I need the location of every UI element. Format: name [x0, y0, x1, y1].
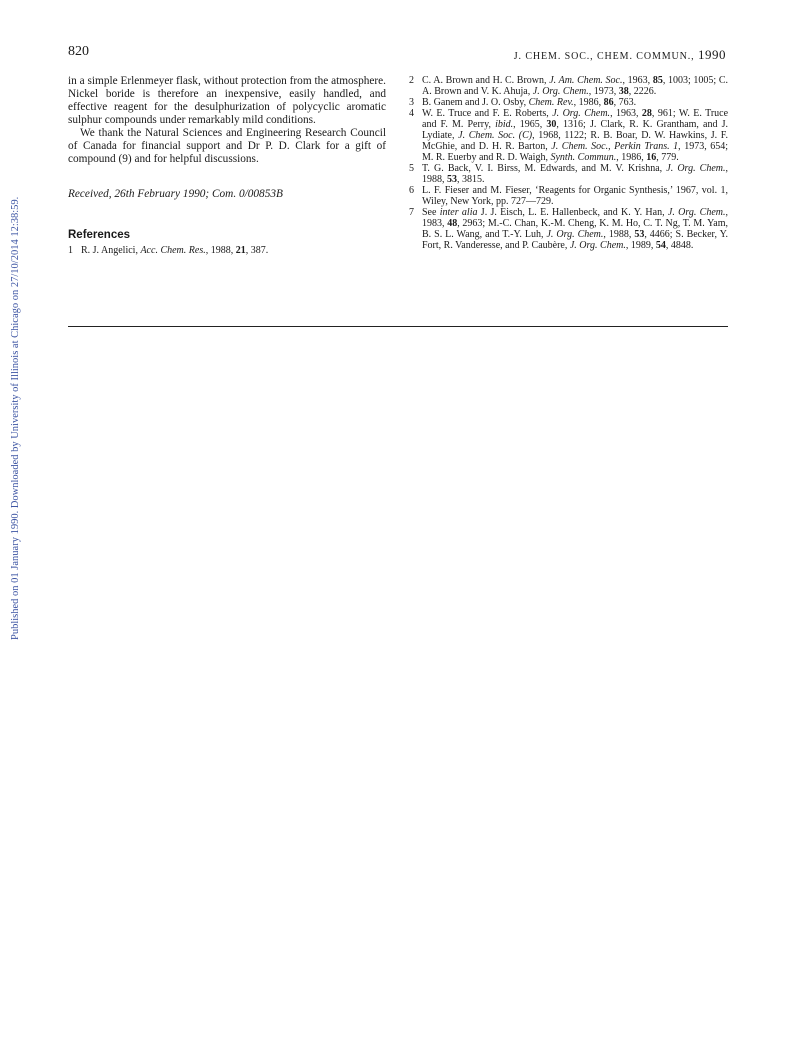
reference-item-6: 6 L. F. Fieser and M. Fieser, ‘Reagents for Organic Synthesis,’ 1967, vol. 1, Wiley, New York, pp. 727—729.	[409, 185, 728, 207]
journal-year: 1990	[698, 47, 726, 62]
journal-name: J. CHEM. SOC., CHEM. COMMUN.,	[513, 51, 695, 62]
bottom-rule-divider	[68, 326, 728, 327]
received-line: Received, 26th February 1990; Com. 0/00853B	[68, 188, 283, 200]
right-column-references	[409, 75, 728, 251]
reference-item-1: 1 R. J. Angelici, Acc. Chem. Res., 1988, 21, 387.	[68, 245, 269, 256]
references-heading: References	[68, 229, 131, 241]
reference-item-4: 4 W. E. Truce and F. E. Roberts, J. Org. Chem., 1963, 28, 961; W. E. Truce and F. M. Perry, ibid., 1965, 30, 1316; J. Clark, R. K. Grantham, and J. Lydiate, J. Chem. Soc. (C), 1968, 1122; R. B. Boar, D. W. Hawkins, J. F. McGhie, and D. H. R. Barton, J. Chem. Soc., Perkin Trans. 1, 1973, 654; M. R. Euerby and R. D. Waigh, Synth. Commun., 1986, 16, 779.	[409, 108, 729, 163]
reference-item-7: 7 See inter alia J. J. Eisch, L. E. Hallenbeck, and K. Y. Han, J. Org. Chem., 1983, 48, 2963; M.-C. Chan, K.-M. Cheng, K. M. Ho, C. T. Ng, T. M. Yam, B. S. L. Wang, and T.-Y. Luh, J. Org. Chem., 1988, 53, 4466; S. Becker, Y. Fort, R. Vanderesse, and P. Caubère, J. Org. Chem., 1989, 54, 4848.	[409, 207, 729, 251]
page-number: 820	[68, 44, 89, 59]
body-paragraph-1: in a simple Erlenmeyer flask, without protection from the atmosphere. Nickel boride is therefore an inexpensive, easily handled, and effective reagent for the desulphurization of polycyclic aromatic sulphur compounds under remarkably mild conditions.	[68, 75, 386, 126]
left-column	[68, 75, 386, 256]
running-head	[514, 47, 726, 63]
reference-item-5: 5 T. G. Back, V. I. Birss, M. Edwards, and M. V. Krishna, J. Org. Chem., 1988, 53, 3815.	[409, 163, 729, 185]
download-stamp: Published on 01 January 1990. Downloaded by University of Illinois at Chicago on 27/10/2014 12:38:59.	[10, 196, 21, 640]
reference-item-3: 3 B. Ganem and J. O. Osby, Chem. Rev., 1986, 86, 763.	[409, 97, 637, 108]
acknowledgement-paragraph: We thank the Natural Sciences and Engineering Research Council of Canada for financial support and Dr P. D. Clark for a gift of compound (9) and for helpful discussions.	[68, 127, 386, 165]
reference-item-2: 2 C. A. Brown and H. C. Brown, J. Am. Chem. Soc., 1963, 85, 1003; 1005; C. A. Brown and V. K. Ahuja, J. Org. Chem., 1973, 38, 2226.	[409, 75, 729, 97]
